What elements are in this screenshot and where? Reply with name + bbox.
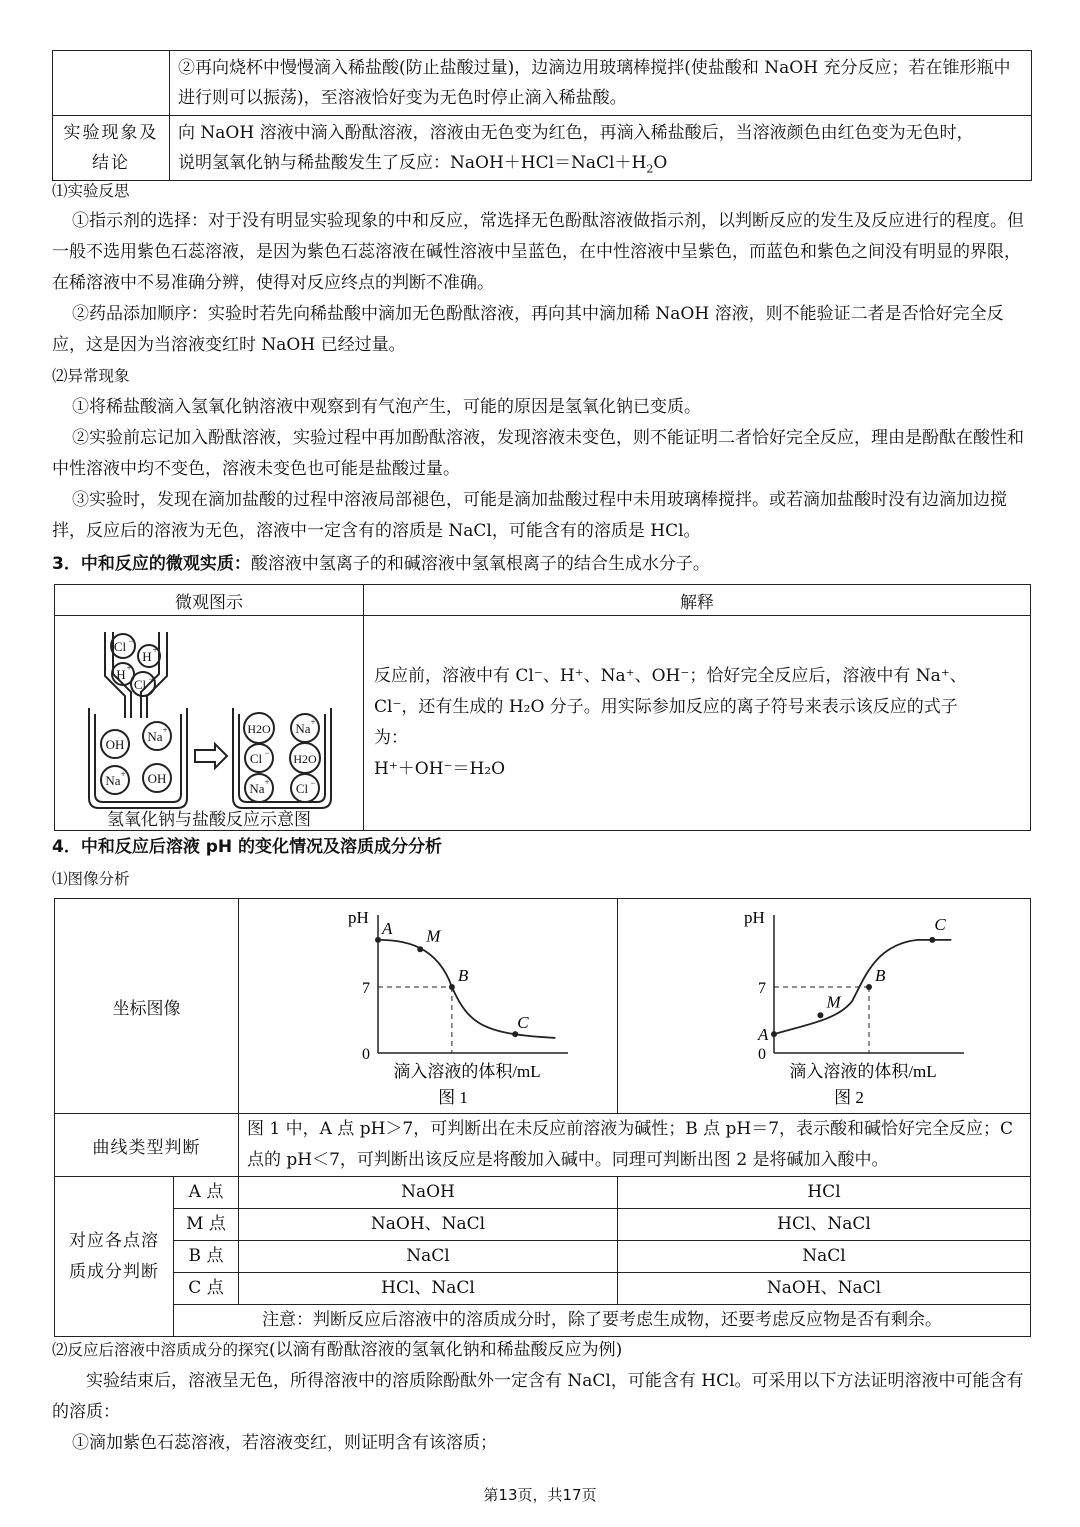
diagram-cell (55, 616, 364, 831)
abnormal-heading: ⑵异常现象 (52, 367, 130, 385)
section3-title-rest: 酸溶液中氢离子的和碱溶液中氢氧根离子的结合生成水分子。 (250, 554, 710, 574)
table-row (53, 116, 1032, 181)
fig2-solute: HCl、NaCl (618, 1209, 1031, 1241)
label-minus: − (310, 778, 316, 788)
point-label: B (457, 966, 469, 985)
data-point-C (929, 937, 935, 943)
table-row (53, 51, 1032, 116)
point-label: C (934, 914, 946, 934)
data-point-A (771, 1031, 777, 1037)
table-row (55, 1177, 1031, 1209)
fig1-solute: NaOH (239, 1177, 618, 1209)
step-text-cell: ②再向烧杯中慢慢滴入稀盐酸(防止盐酸过量)，边滴边用玻璃棒搅拌(使盐酸和 NaOH 充分反应；若在锥形瓶中进行则可以振荡)，至溶液恰好变为无色时停止滴入稀盐酸。 (170, 51, 1032, 116)
data-point-B (866, 984, 872, 990)
data-point-B (449, 984, 455, 990)
phenomenon-text-cell (170, 116, 1032, 181)
label-cl: Cl (249, 751, 263, 766)
note-text: 注意：判断反应后溶液中的溶质成分时，除了要考虑生成物，还要考虑反应物是否有剩余。 (174, 1305, 1031, 1337)
section4b-heading (52, 1335, 1030, 1366)
label-minus: − (264, 748, 270, 758)
point-label: A (382, 918, 393, 938)
col-header: 解释 (364, 585, 1031, 616)
solute-label: 对应各点溶质成分判断 (55, 1177, 174, 1337)
data-point-M (817, 1012, 823, 1018)
label-cl: Cl (295, 781, 309, 796)
fig1-solute: HCl、NaCl (239, 1273, 618, 1305)
tick-label: 0 (362, 1046, 370, 1063)
point-label: A 点 (174, 1177, 239, 1209)
label-na: Na (147, 729, 163, 744)
point-label: B (875, 966, 886, 985)
chart-figure-2 (674, 901, 974, 1111)
section3-title-bold: 3．中和反应的微观实质： (52, 554, 251, 574)
explanation-line: 为： (374, 728, 408, 748)
label-plus: + (264, 777, 270, 787)
explanation-cell (364, 616, 1031, 831)
label-minus: − (148, 674, 154, 684)
fig2-solute: NaCl (618, 1241, 1031, 1273)
phenomenon-label: 实验现象及结论 (53, 116, 170, 181)
label-h2o: H2O (293, 752, 317, 766)
reflection-p1: ①指示剂的选择：对于没有明显实验现象的中和反应，常选择无色酚酞溶液做指示剂，以判断反应的发生及反应进行的程度。但一般不选用紫色石蕊溶液，是因为紫色石蕊溶液在碱性溶液中呈蓝色，在中性溶液中呈紫色，而蓝色和紫色之间没有明显的界限，在稀溶液中不易准确分辨，使得对反应终点的判断不准确。 (52, 211, 1024, 293)
section4b-p1: 实验结束后，溶液呈无色，所得溶液中的溶质除酚酞外一定含有 NaCl，可能含有 HCl。可采用以下方法证明溶液中可能含有的溶质： (52, 1371, 1024, 1422)
reaction-diagram (59, 618, 359, 828)
table-row (55, 1209, 1031, 1241)
table-row (55, 616, 1031, 831)
tick-label: 7 (362, 980, 370, 997)
chart-figure-1 (278, 901, 578, 1111)
chart1-cell (239, 899, 618, 1114)
phenomenon-text-c: O (653, 153, 668, 173)
fig1-solute: NaCl (239, 1241, 618, 1273)
table-row (55, 1273, 1031, 1305)
label-plus: + (126, 663, 132, 673)
fig1-solute: NaOH、NaCl (239, 1209, 618, 1241)
point-label: M (426, 926, 441, 946)
abnormal-p2: ②实验前忘记加入酚酞溶液，实验过程中再加酚酞溶液，发现溶液未变色，则不能证明二者恰好完全反应，理由是酚酞在酸性和中性溶液中均不变色，溶液未变色也可能是盐酸过量。 (52, 428, 1024, 479)
coord-label: 坐标图像 (55, 899, 239, 1114)
section4b-heading-rest: (以滴有酚酞溶液的氢氧化钠和稀盐酸反应为例) (269, 1340, 623, 1360)
section4b-heading-main: ⑵反应后溶液中溶质成分的探究 (52, 1341, 270, 1359)
label-na: Na (249, 781, 265, 796)
label-oh: OH (105, 737, 125, 752)
table-row (55, 899, 1031, 1114)
abnormal-p1: ①将稀盐酸滴入氢氧化钠溶液中观察到有气泡产生，可能的原因是氢氧化钠已变质。 (72, 397, 701, 417)
equation-line: H⁺＋OH⁻＝H₂O (374, 759, 506, 779)
ph-curve (378, 940, 555, 1038)
table-row (55, 1241, 1031, 1273)
data-point-A (375, 937, 381, 943)
fig2-solute: NaOH、NaCl (618, 1273, 1031, 1305)
arrow-icon (195, 744, 227, 768)
diagram-caption: 氢氧化钠与盐酸反应示意图 (107, 810, 311, 828)
abnormal-p3: ③实验时，发现在滴加盐酸的过程中溶液局部褪色，可能是滴加盐酸过程中未用玻璃棒搅拌。或若滴加盐酸时没有边滴加边搅拌，反应后的溶液为无色，溶液中一定含有的溶质是 NaCl，可能含有的溶质是 HCl。 (52, 490, 1007, 541)
section3-title (52, 549, 1030, 580)
page-footer: 第13页，共17页 (483, 1486, 597, 1504)
label-na: Na (295, 721, 311, 736)
micro-table (54, 584, 1031, 831)
label-oh: OH (147, 771, 167, 786)
section4-title: 4．中和反应后溶液 pH 的变化情况及溶质成分分析 (52, 837, 443, 857)
point-label: C 点 (174, 1273, 239, 1305)
chart-title: 图 1 (438, 1088, 468, 1107)
label-plus: + (310, 717, 316, 727)
point-label: M (826, 992, 841, 1012)
phenomenon-text-b: 说明氢氧化钠与稀盐酸发生了反应：NaOH＋HCl＝NaCl＋H (178, 153, 647, 173)
ph-curve (774, 940, 951, 1034)
graph-analysis-table (54, 898, 1031, 1337)
point-label: M 点 (174, 1209, 239, 1241)
x-axis-label: 滴入溶液的体积/mL (393, 1062, 541, 1081)
point-label: A (758, 1025, 769, 1045)
chart-title: 图 2 (834, 1088, 864, 1107)
point-label: C (517, 1013, 529, 1033)
fig2-solute: HCl (618, 1177, 1031, 1209)
section4b-p2: ①滴加紫色石蕊溶液，若溶液变红，则证明含有该溶质； (72, 1433, 497, 1453)
curve-text: 图 1 中，A 点 pH＞7，可判断出在未反应前溶液为碱性；B 点 pH＝7，表示酸和碱恰好完全反应；C 点的 pH＜7，可判断出该反应是将酸加入碱中。同理可判断出图 2 是将碱加入酸中。 (239, 1114, 1031, 1177)
y-axis-label: pH (744, 908, 765, 927)
phenomenon-text-a: 向 NaOH 溶液中滴入酚酞溶液，溶液由无色变为红色，再滴入稀盐酸后，当溶液颜色由红色变为无色时， (178, 123, 974, 143)
explanation-line: 反应前，溶液中有 Cl⁻、H⁺、Na⁺、OH⁻；恰好完全反应后，溶液中有 Na⁺、 (374, 666, 967, 686)
experiment-table (52, 50, 1032, 181)
empty-label-cell (53, 51, 170, 116)
label-na: Na (105, 773, 121, 788)
label-h2o: H2O (247, 722, 271, 736)
point-label: B 点 (174, 1241, 239, 1273)
label-plus: + (162, 725, 168, 735)
beaker-left (89, 708, 187, 808)
table-row (55, 1305, 1031, 1337)
table-row (55, 585, 1031, 616)
label-h: H (142, 649, 152, 664)
reflection-heading: ⑴实验反思 (52, 182, 130, 200)
section4-sub1: ⑴图像分析 (52, 870, 130, 888)
x-axis-label: 滴入溶液的体积/mL (789, 1062, 937, 1081)
col-header: 微观图示 (55, 585, 364, 616)
data-point-M (417, 946, 423, 952)
label-minus: − (128, 636, 134, 646)
subscript: 2 (646, 162, 654, 176)
explanation-line: Cl⁻，还有生成的 H₂O 分子。用实际参加反应的离子符号来表示该反应的式子 (374, 697, 958, 717)
chart2-cell (618, 899, 1031, 1114)
y-axis-label: pH (348, 908, 369, 927)
label-cl: Cl (133, 677, 147, 692)
reflection-p2: ②药品添加顺序：实验时若先向稀盐酸中滴加无色酚酞溶液，再向其中滴加稀 NaOH 溶液，则不能验证二者是否恰好完全反应，这是因为当溶液变红时 NaOH 已经过量。 (52, 304, 1004, 355)
table-row (55, 1114, 1031, 1177)
label-cl: Cl (113, 639, 127, 654)
curve-label: 曲线类型判断 (55, 1114, 239, 1177)
label-h: H (116, 667, 126, 682)
tick-label: 7 (758, 980, 766, 997)
label-plus: + (120, 769, 126, 779)
tick-label: 0 (758, 1046, 766, 1063)
label-plus: + (152, 645, 158, 655)
